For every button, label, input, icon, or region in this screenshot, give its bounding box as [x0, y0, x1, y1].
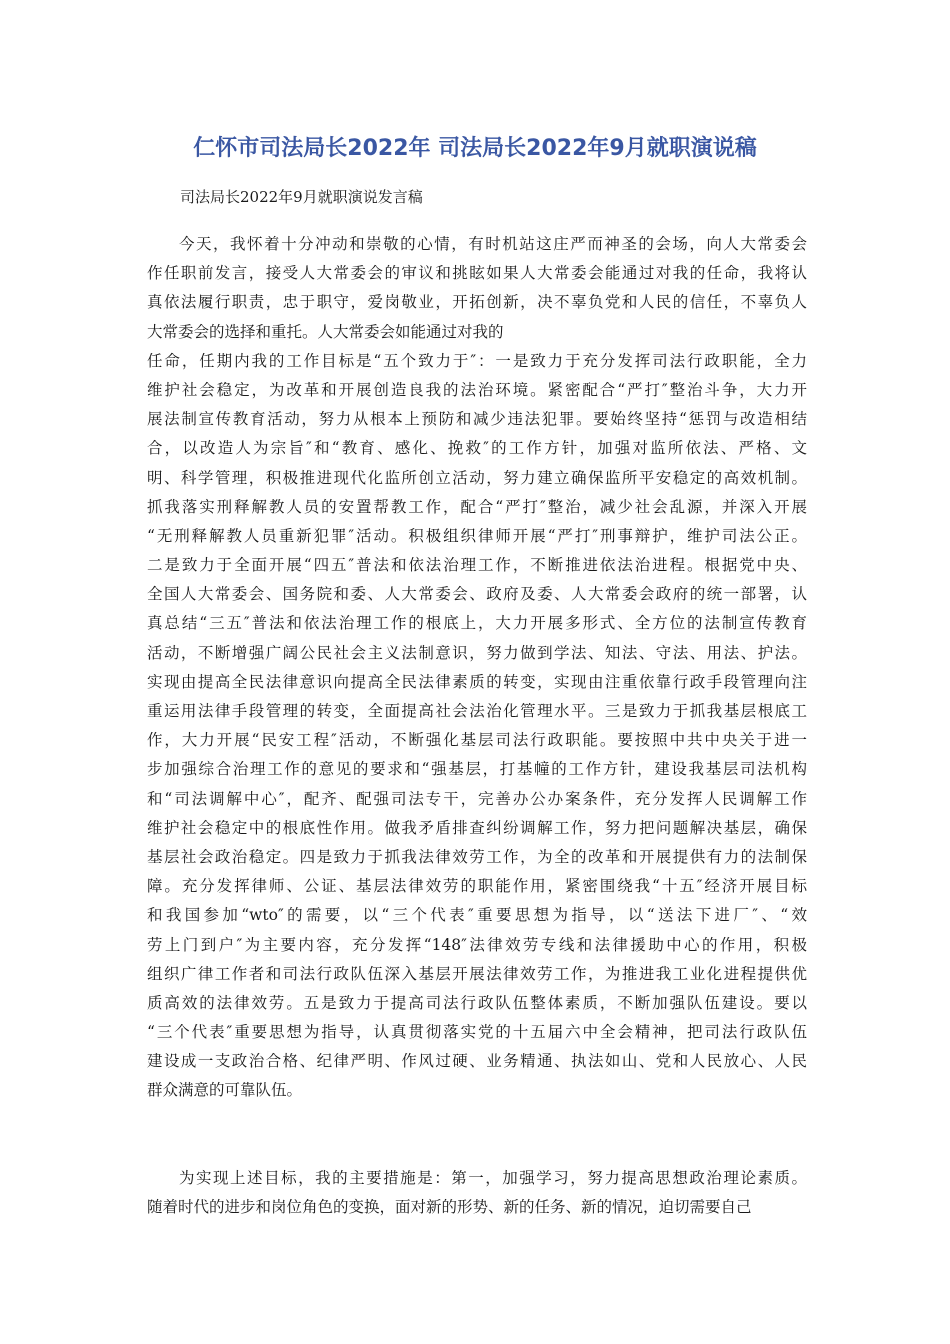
text-line: 维护社会稳定中的根底性作用。做我矛盾排查纠纷调解工作，努力把问题解决基层，确保 — [147, 818, 807, 837]
text-line: “无刑释解教人员重新犯罪″活动。积极组织律师开展“严打″刑事辩护，维护司法公正。 — [147, 526, 807, 545]
text-line: 任命，任期内我的工作目标是“五个致力于″：一是致力于充分发挥司法行政职能，全力 — [147, 351, 807, 370]
text-line: 作，大力开展“民安工程″活动，不断强化基层司法行政职能。要按照中共中央关于进一 — [147, 731, 807, 750]
text-line: 基层社会政治稳定。四是致力于抓我法律效劳工作，为全的改革和开展提供有力的法制保 — [147, 847, 807, 866]
text-line: 全国人大常委会、国务院和委、人大常委会、政府及委、人大常委会政府的统一部署，认 — [147, 585, 807, 604]
text-line: 大常委会的选择和重托。人大常委会如能通过对我的 — [147, 322, 504, 341]
text-line: 展法制宣传教育活动，努力从根本上预防和减少违法犯罪。要始终坚持“惩罚与改造相结 — [147, 410, 807, 429]
text-line: 重运用法律手段管理的转变，全面提高社会法治化管理水平。三是致力于抓我基层根底工 — [147, 702, 807, 721]
text-line: “三个代表″重要思想为指导，认真贯彻落实党的十五届六中全会精神，把司法行政队伍 — [147, 1023, 807, 1042]
text-line: 为实现上述目标，我的主要措施是：第一，加强学习，努力提高思想政治理论素质。 — [179, 1169, 807, 1187]
text-line: 质高效的法律效劳。五是致力于提高司法行政队伍整体素质，不断加强队伍建设。要以 — [147, 993, 807, 1012]
text-line: 明、科学管理，积极推进现代化监所创立活动，努力建立确保监所平安稳定的高效机制。 — [147, 468, 807, 487]
text-line: 二是致力于全面开展“四五″普法和依法治理工作，不断推进依法治进程。根据党中央、 — [147, 556, 807, 575]
text-line: 活动，不断增强广阔公民社会主义法制意识，努力做到学法、知法、守法、用法、护法。 — [147, 643, 807, 662]
text-line: 实现由提高全民法律意识向提高全民法律素质的转变，实现由注重依靠行政手段管理向注 — [147, 672, 807, 691]
text-line: 障。充分发挥律师、公证、基层法律效劳的职能作用，紧密围绕我“十五″经济开展目标 — [147, 877, 807, 896]
text-line: 作任职前发言，接受人大常委会的审议和挑眩如果人大常委会能通过对我的任命，我将认 — [147, 264, 807, 283]
text-line: 建设成一支政治合格、纪律严明、作风过硬、业务精通、执法如山、党和人民放心、人民 — [147, 1052, 807, 1071]
text-line: 随着时代的进步和岗位角色的变换，面对新的形势、新的任务、新的情况，迫切需要自己 — [147, 1198, 752, 1217]
document-subtitle: 司法局长2022年9月就职演说发言稿 — [180, 188, 423, 206]
paragraph-2 — [147, 347, 807, 1106]
text-line: 劳上门到户″为主要内容，充分发挥“148″法律效劳专线和法律援助中心的作用，积极 — [147, 935, 807, 954]
document-title: 仁怀市司法局长2022年 司法局长2022年9月就职演说稿 — [193, 136, 757, 161]
text-line: 和“司法调解中心″，配齐、配强司法专干，完善办公办案条件，充分发挥人民调解工作 — [147, 789, 807, 808]
text-line: 群众满意的可靠队伍。 — [147, 1081, 303, 1100]
text-line: 合，以改造人为宗旨″和“教育、感化、挽救″的工作方针，加强对监所依法、严格、文 — [147, 439, 807, 458]
text-line: 抓我落实刑释解教人员的安置帮教工作，配合“严打″整治，减少社会乱源，并深入开展 — [147, 497, 807, 516]
text-line: 组织广律工作者和司法行政队伍深入基层开展法律效劳工作，为推进我工业化进程提供优 — [147, 964, 807, 983]
paragraph-3 — [147, 1164, 807, 1222]
text-line: 真总结“三五″普法和依法治理工作的根底上，大力开展多形式、全方位的法制宣传教育 — [147, 614, 807, 633]
text-line: 步加强综合治理工作的意见的要求和“强基层，打基幢的工作方针，建设我基层司法机构 — [147, 760, 807, 779]
text-line: 今天，我怀着十分冲动和崇敬的心情，有时机站这庄严而神圣的会场，向人大常委会 — [179, 235, 807, 253]
text-line: 和我国参加“wto″的需要，以“三个代表″重要思想为指导，以“送法下进厂″、“效 — [147, 906, 807, 925]
text-line: 真依法履行职责，忠于职守，爱岗敬业，开拓创新，决不辜负党和人民的信任，不辜负人 — [147, 293, 807, 312]
text-line: 维护社会稳定，为改革和开展创造良我的法治环境。紧密配合“严打″整治斗争，大力开 — [147, 380, 807, 399]
paragraph-1 — [147, 230, 807, 347]
